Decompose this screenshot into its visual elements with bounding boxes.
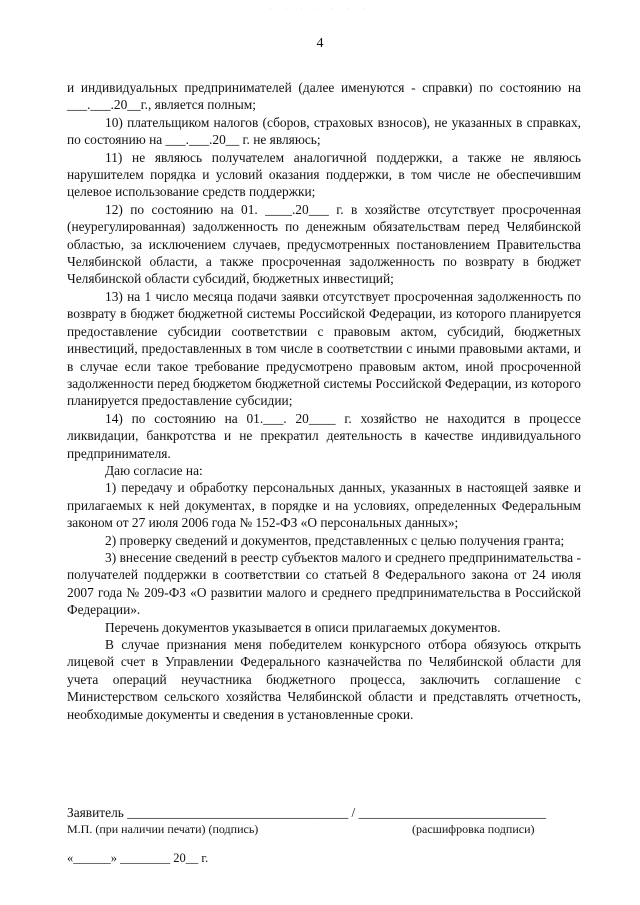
paragraph: Перечень документов указывается в описи прилагаемых документов. <box>105 619 501 635</box>
signature-stamp-label: М.П. (при наличии печати) (подпись) <box>67 822 259 836</box>
paragraph: 3) внесение сведений в реестр субъектов малого и среднего предпринимательства - получателей поддержки в соответствии со статьей 8 Федерального закона от 24 июля 2007 года № 209-ФЗ «О развитии малого и среднего предпринимательства в Российской Федерации». <box>67 549 581 618</box>
paragraph: В случае признания меня победителем конкурсного отбора обязуюсь открыть лицевой счет в Управлении Федерального казначейства по Челябинской области для учета операций неучастника бюджетного процесса, заключить соглашение с Министерством сельского хозяйства Челябинской области и представлять отчетность, необходимые документы и сведения в установленные сроки. <box>67 637 581 722</box>
signature-decode-label: (расшифровка подписи) <box>412 822 535 836</box>
paragraph: Даю согласие на: <box>105 462 203 478</box>
paragraph: 10) плательщиком налогов (сборов, страховых взносов), не указанных в справках, по состоянию на ___.___.20__ г. не являюсь; <box>67 114 581 148</box>
scan-artifact: · · · · · · · <box>269 6 371 12</box>
paragraph: 1) передачу и обработку персональных данных, указанных в настоящей заявке и прилагаемых к ней документах, в порядке и на условиях, определенных Федеральным законом от 27 июля 2006 года № 152-ФЗ «О персональных данных»; <box>67 480 581 531</box>
paragraph: 14) по состоянию на 01.___. 20____ г. хозяйство не находится в процессе ликвидации, банкротства и не прекратил деятельность в качестве индивидуального предпринимателя. <box>67 410 581 461</box>
paragraph: 2) проверку сведений и документов, представленных с целью получения гранта; <box>105 532 565 548</box>
date-line: «______» ________ 20__ г. <box>67 851 209 865</box>
paragraph: 13) на 1 число месяца подачи заявки отсутствует просроченная задолженность по возврату в бюджет бюджетной системы Российской Федерации, из которого планируется предоставление субсидии соответствии с правовым актом, субсидий, бюджетных инвестиций, предоставленных в том числе в соответствии с иными правовыми актами, и в случае если такое требование предусмотрено правовым актом, иной просроченной задолженности перед бюджетом бюджетной системы Российской Федерации, из которого планируется предоставление субсидии; <box>67 288 581 409</box>
signature-line: Заявитель _________________________________ / ____________________________ <box>67 805 547 820</box>
document-body <box>67 79 581 723</box>
page-number: 4 <box>316 36 324 51</box>
paragraph: 12) по состоянию на 01. ____.20___ г. в хозяйстве отсутствует просроченная (неурегулированная) задолженность по денежным обязательствам перед Челябинской областью, за исключением случаев, предусмотренных постановлением Правительства Челябинской области, а также просроченная задолженность по возврату в бюджет Челябинской области субсидий, бюджетных инвестиций; <box>67 201 581 287</box>
paragraph: 11) не являюсь получателем аналогичной поддержки, а также не являюсь нарушителем порядка и условий оказания поддержки, в том числе не обеспечившим целевое использование средств поддержки; <box>67 149 581 200</box>
paragraph: и индивидуальных предпринимателей (далее именуются - справки) по состоянию на ___.___.20__г., является полным; <box>67 80 581 113</box>
